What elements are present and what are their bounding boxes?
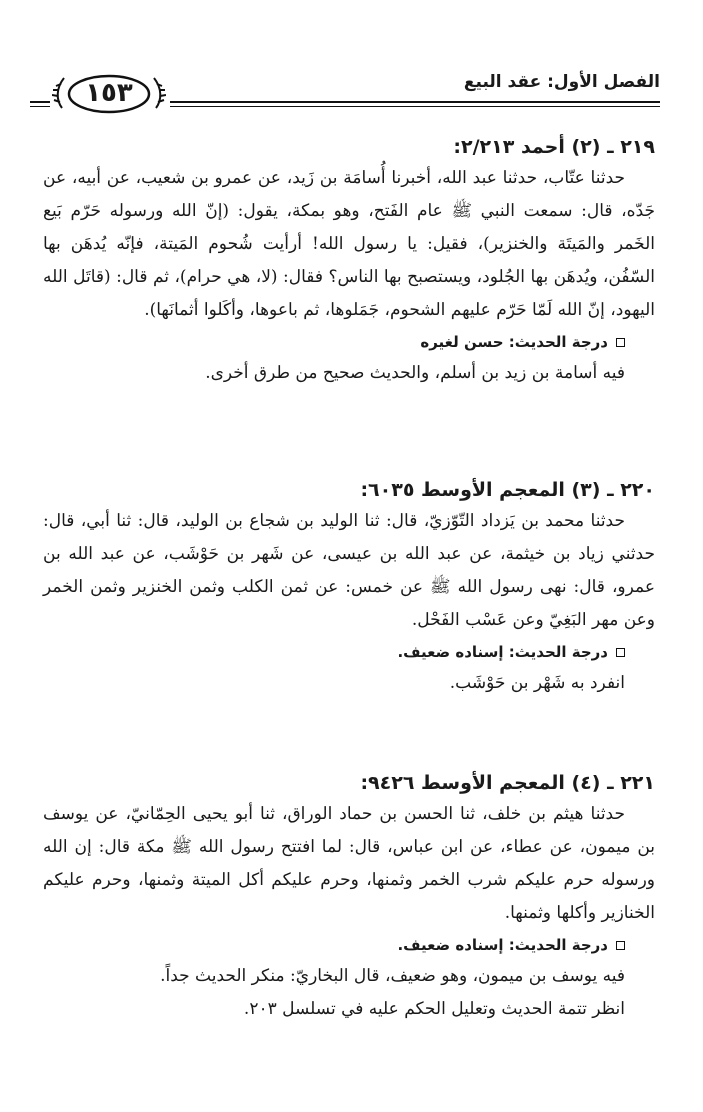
square-bullet-icon xyxy=(616,338,625,347)
entry-text: حدثنا هيثم بن خلف، ثنا الحسن بن حماد الوراق، ثنا أبو يحيى الحِمّانيّ، عن يوسف بن ميمون، عن عطاء، عن ابن عباس، قال: لما افتتح رسول الله ﷺ مكة قال: إن الله ورسوله حرم عليكم شرب الخمر وثمنها، وحرم عليكم أكل الميتة وثمنها، وحرم عليكم الخنازير وأكلها وثمنها. xyxy=(43,804,655,923)
entry-note: انفرد به شَهْر بن حَوْشَب. xyxy=(449,673,625,693)
hadith-entry-220 xyxy=(43,475,655,700)
entry-note: فيه أسامة بن زيد بن أسلم، والحديث صحيح من طرق أخرى. xyxy=(205,363,625,383)
header-rule xyxy=(170,101,660,103)
page-number: ١٥٣ xyxy=(85,78,133,108)
grade-text: درجة الحديث: إسناده ضعيف. xyxy=(397,936,608,954)
entry-text: حدثنا محمد بن يَزداد التّوّزيّ، قال: ثنا الوليد بن شجاع بن الوليد، قال: ثنا أبي، قال: حدثني زياد بن خيثمة، عن عبد الله بن عيسى، عن شَهر بن حَوْشَب، عن عبد الله بن عمرو، قال: نهى رسول الله ﷺ عن خمس: عن ثمن الكلب وثمن الخنزير وثمن الخمر وعن مهر البَغِيّ وعن عَسْب الفَحْل. xyxy=(43,511,655,630)
entry-heading: ٢٢٠ ـ (٣) المعجم الأوسط ٦٠٣٥: xyxy=(360,479,655,501)
header-rule-left-thin xyxy=(30,106,50,107)
entry-note: فيه يوسف بن ميمون، وهو ضعيف، قال البخاريّ: منكر الحديث جداً. xyxy=(160,966,625,986)
page-header xyxy=(30,62,660,122)
grade-line xyxy=(43,930,655,960)
entry-heading: ٢١٩ ـ (٢) أحمد ٢/٢١٣: xyxy=(453,136,655,158)
page-number-medallion xyxy=(52,72,166,116)
grade-text: درجة الحديث: حسن لغيره xyxy=(420,333,608,351)
hadith-entry-221 xyxy=(43,768,655,1026)
entry-note: انظر تتمة الحديث وتعليل الحكم عليه في تسلسل ٢٠٣. xyxy=(243,999,625,1019)
grade-line xyxy=(43,327,655,357)
grade-text: درجة الحديث: إسناده ضعيف. xyxy=(397,643,608,661)
entry-text: حدثنا عتّاب، حدثنا عبد الله، أخبرنا أُسامَة بن زَيد، عن عمرو بن شعيب، عن أبيه، عن جَدّه، قال: سمعت النبي ﷺ عام الفَتح، وهو بمكة، يقول: (إنّ الله ورسوله حَرّم بَيع الخَمر والمَيتَة والخنزير)، فقيل: يا رسول الله! أرأيت شُحوم المَيتة، فإنّه يُدهَن بها السّفُن، ويُدهَن بها الجُلود، ويستصبح بها الناس؟ فقال: (لا، هي حرام)، ثم قال: (قاتَل الله اليهود، إنّ الله لَمّا حَرّم عليهم الشحوم، جَمَلوها، ثم باعوها، وأكَلوا أثمانَها). xyxy=(43,168,655,320)
chapter-title: الفصل الأول: عقد البيع xyxy=(463,72,660,92)
hadith-entry-219 xyxy=(43,132,655,390)
entry-heading: ٢٢١ ـ (٤) المعجم الأوسط ٩٤٢٦: xyxy=(360,772,655,794)
header-rule-left xyxy=(30,101,50,103)
grade-line xyxy=(43,637,655,667)
square-bullet-icon xyxy=(616,941,625,950)
square-bullet-icon xyxy=(616,648,625,657)
header-rule-thin xyxy=(170,106,660,107)
